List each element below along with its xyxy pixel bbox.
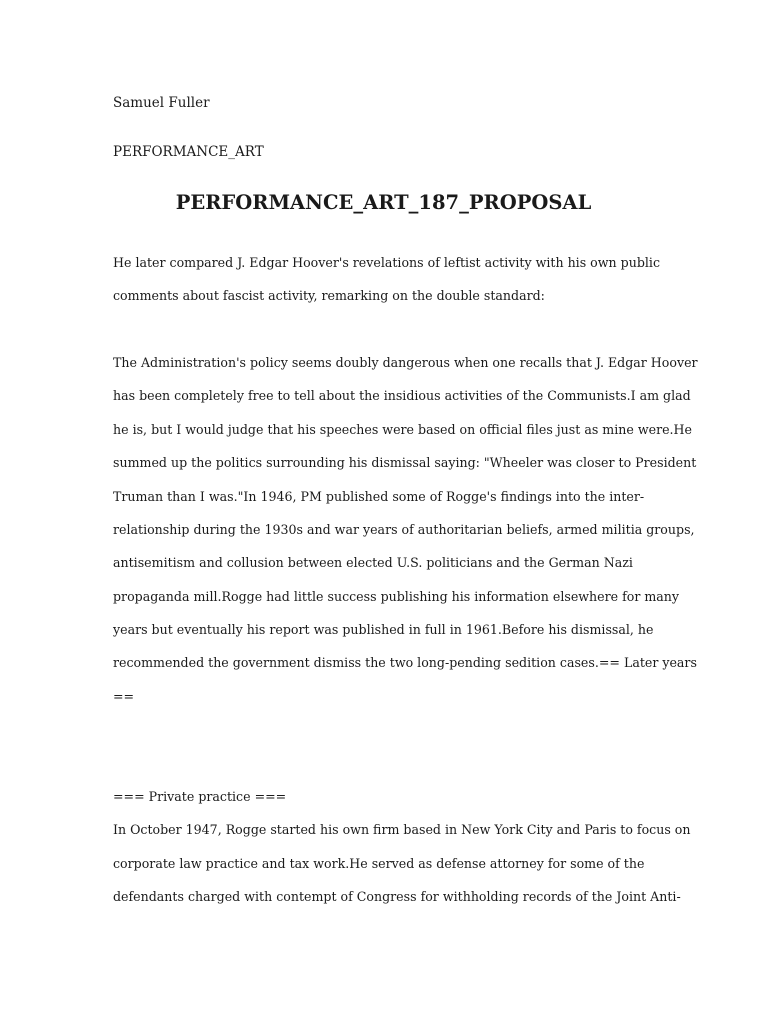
body-text-line: In October 1947, Rogge started his own firm based in New York City and Paris to focus on <box>113 822 691 837</box>
document-category: PERFORMANCE_ART <box>113 144 264 160</box>
body-text-line: defendants charged with contempt of Congress for withholding records of the Joint Anti- <box>113 889 681 904</box>
quote-text-line: he is, but I would judge that his speeches were based on official files just as mine were.He <box>113 422 692 437</box>
section-heading: === Private practice === <box>113 789 287 804</box>
body-text-line: comments about fascist activity, remarking on the double standard: <box>113 288 545 303</box>
body-text-line: summed up the politics surrounding his dismissal saying: "Wheeler was closer to President <box>113 455 697 470</box>
document-title: PERFORMANCE_ART_187_PROPOSAL <box>175 191 592 214</box>
body-text-line: He later compared J. Edgar Hoover's revelations of leftist activity with his own public <box>113 255 660 270</box>
body-text-line: corporate law practice and tax work.He served as defense attorney for some of the <box>113 856 645 871</box>
body-text-line: Truman than I was."In 1946, PM published some of Rogge's findings into the inter- <box>113 489 645 504</box>
body-text-line: == <box>113 689 135 704</box>
body-text-line: relationship during the 1930s and war years of authoritarian beliefs, armed militia groups, <box>113 522 695 537</box>
body-text-line: recommended the government dismiss the two long-pending sedition cases.== Later years <box>113 655 697 670</box>
body-text-line: years but eventually his report was published in full in 1961.Before his dismissal, he <box>113 622 654 637</box>
body-text-line: propaganda mill.Rogge had little success publishing his information elsewhere for many <box>113 589 680 604</box>
author-name: Samuel Fuller <box>113 95 210 111</box>
quote-text-line: has been completely free to tell about the insidious activities of the Communists.I am glad <box>113 388 691 403</box>
quote-text-line: The Administration's policy seems doubly dangerous when one recalls that J. Edgar Hoover <box>113 355 698 370</box>
body-text-line: antisemitism and collusion between elected U.S. politicians and the German Nazi <box>113 555 633 570</box>
